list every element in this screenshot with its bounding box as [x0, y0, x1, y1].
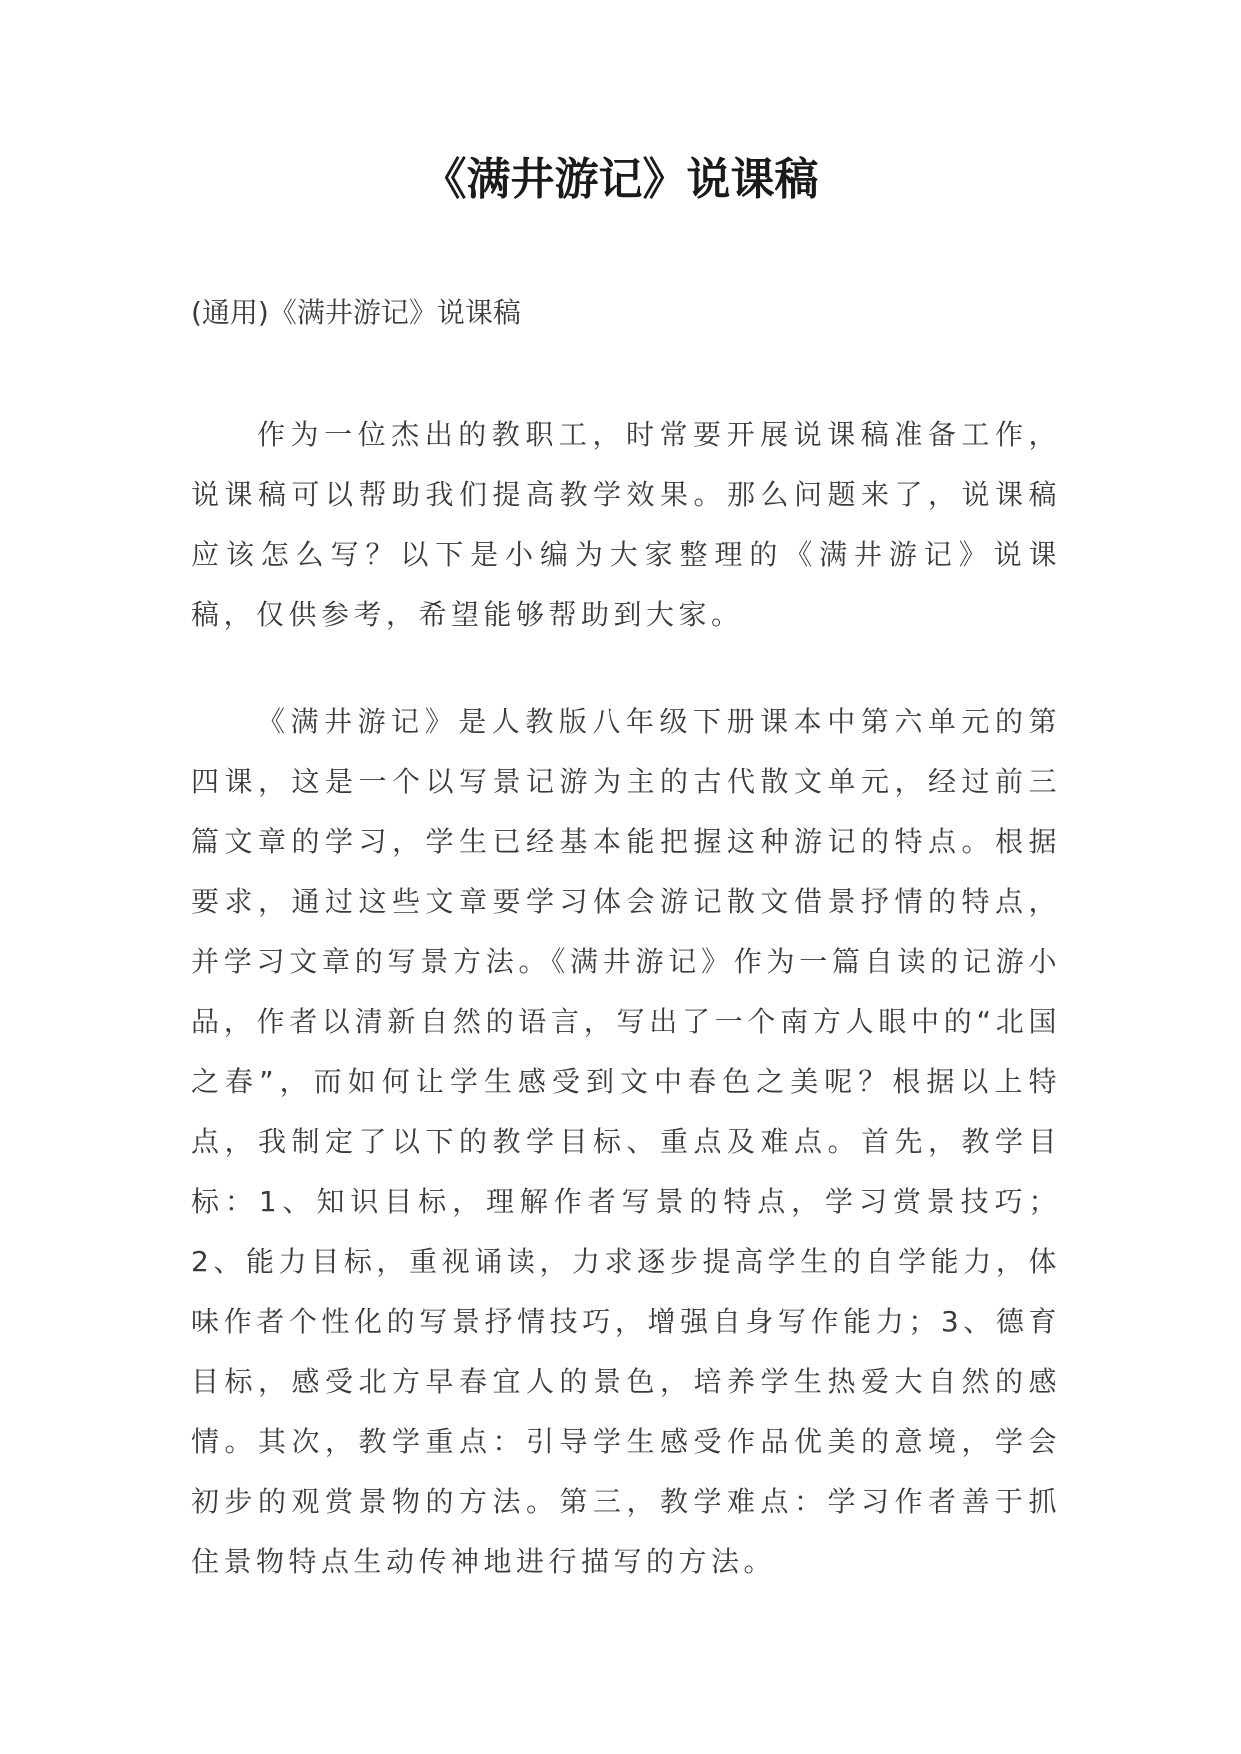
document-subtitle: (通用)《满井游记》说课稿 — [191, 296, 521, 329]
document-title: 《满井游记》说课稿 — [422, 154, 819, 205]
intro-paragraph: 作为一位杰出的教职工，时常要开展说课稿准备工作，说课稿可以帮助我们提高教学效果。那么问题来了，说课稿应该怎么写？以下是小编为大家整理的《满井游记》说课稿，仅供参考，希望能够帮助到大家。 — [191, 418, 1061, 631]
body-paragraph: 《满井游记》是人教版八年级下册课本中第六单元的第四课，这是一个以写景记游为主的古代散文单元，经过前三篇文章的学习，学生已经基本能把握这种游记的特点。根据要求，通过这些文章要学习体会游记散文借景抒情的特点，并学习文章的写景方法。《满井游记》作为一篇自读的记游小品，作者以清新自然的语言，写出了一个南方人眼中的“北国之春”，而如何让学生感受到文中春色之美呢？根据以上特点，我制定了以下的教学目标、重点及难点。首先，教学目标：1、知识目标，理解作者写景的特点，学习赏景技巧；2、能力目标，重视诵读，力求逐步提高学生的自学能力，体味作者个性化的写景抒情技巧，增强自身写作能力；3、德育目标，感受北方早春宜人的景色，培养学生热爱大自然的感情。其次，教学重点：引导学生感受作品优美的意境，学会初步的观赏景物的方法。第三，教学难点：学习作者善于抓住景物特点生动传神地进行描写的方法。 — [191, 705, 1061, 1578]
